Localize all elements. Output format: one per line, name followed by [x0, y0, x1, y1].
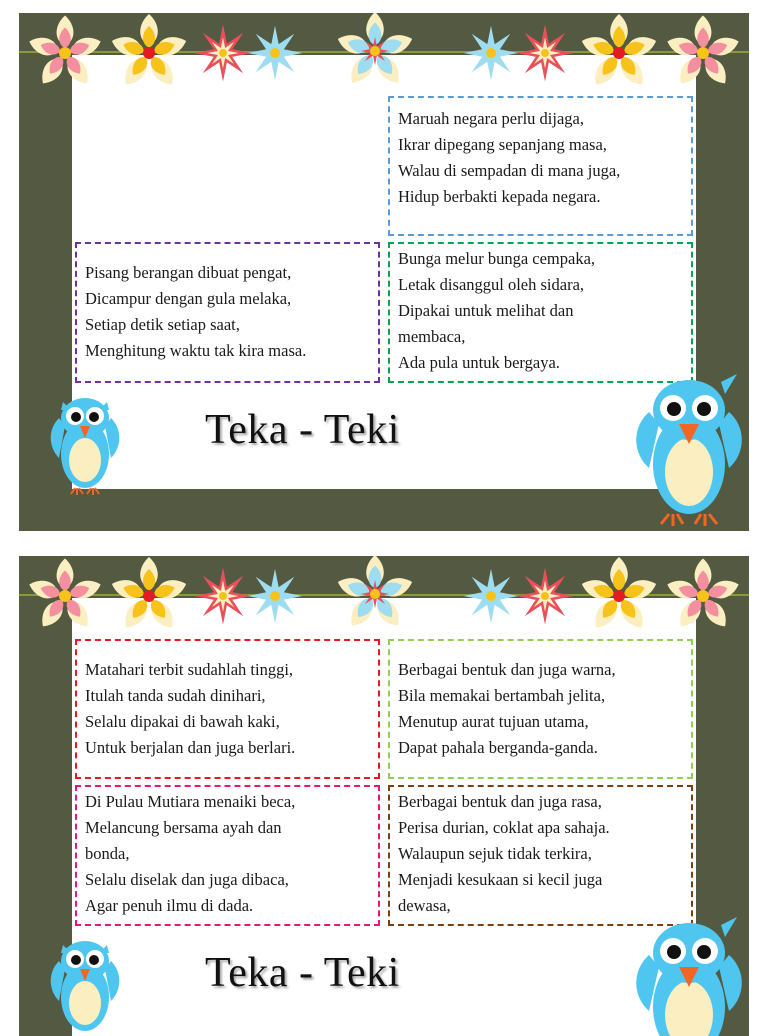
card-title: Teka - Teki: [205, 407, 400, 453]
riddle-box-3: [388, 242, 693, 383]
riddle-box-6: [75, 785, 380, 926]
riddle-box-5: [388, 639, 693, 779]
riddle-card-2: [19, 556, 749, 1036]
riddle-text: Berbagai bentuk dan juga rasa, Perisa durian, coklat apa sahaja. Walaupun sejuk tidak terkira, Menjadi kesukaan si kecil juga dewasa,: [398, 792, 610, 915]
riddle-box-2: [75, 242, 380, 383]
riddle-box-4: [75, 639, 380, 779]
riddle-box-1: [388, 96, 693, 236]
riddle-text: Maruah negara perlu dijaga, Ikrar dipegang sepanjang masa, Walau di sempadan di mana juga, Hidup berbakti kepada negara.: [398, 109, 621, 206]
riddle-card-1: [19, 13, 749, 531]
owl-icon: [45, 931, 125, 1036]
riddle-text: Berbagai bentuk dan juga warna, Bila memakai bertambah jelita, Menutup aurat tujuan utama, Dapat pahala berganda-ganda.: [398, 660, 616, 757]
riddle-text: Di Pulau Mutiara menaiki beca, Melancung bersama ayah dan bonda, Selalu diselak dan juga dibaca, Agar penuh ilmu di dada.: [85, 792, 296, 915]
riddle-text: Pisang berangan dibuat pengat, Dicampur dengan gula melaka, Setiap detik setiap saat, Menghitung waktu tak kira masa.: [85, 263, 307, 360]
riddle-text: Matahari terbit sudahlah tinggi, Itulah tanda sudah dinihari, Selalu dipakai di bawah kaki, Untuk berjalan dan juga berlari.: [85, 660, 296, 757]
owl-icon: [629, 368, 749, 528]
riddle-box-7: [388, 785, 693, 926]
owl-icon: [45, 388, 125, 498]
owl-icon: [629, 911, 749, 1036]
riddle-text: Bunga melur bunga cempaka, Letak disanggul oleh sidara, Dipakai untuk melihat dan membaca, Ada pula untuk bergaya.: [398, 249, 596, 372]
card-title: Teka - Teki: [205, 950, 400, 996]
